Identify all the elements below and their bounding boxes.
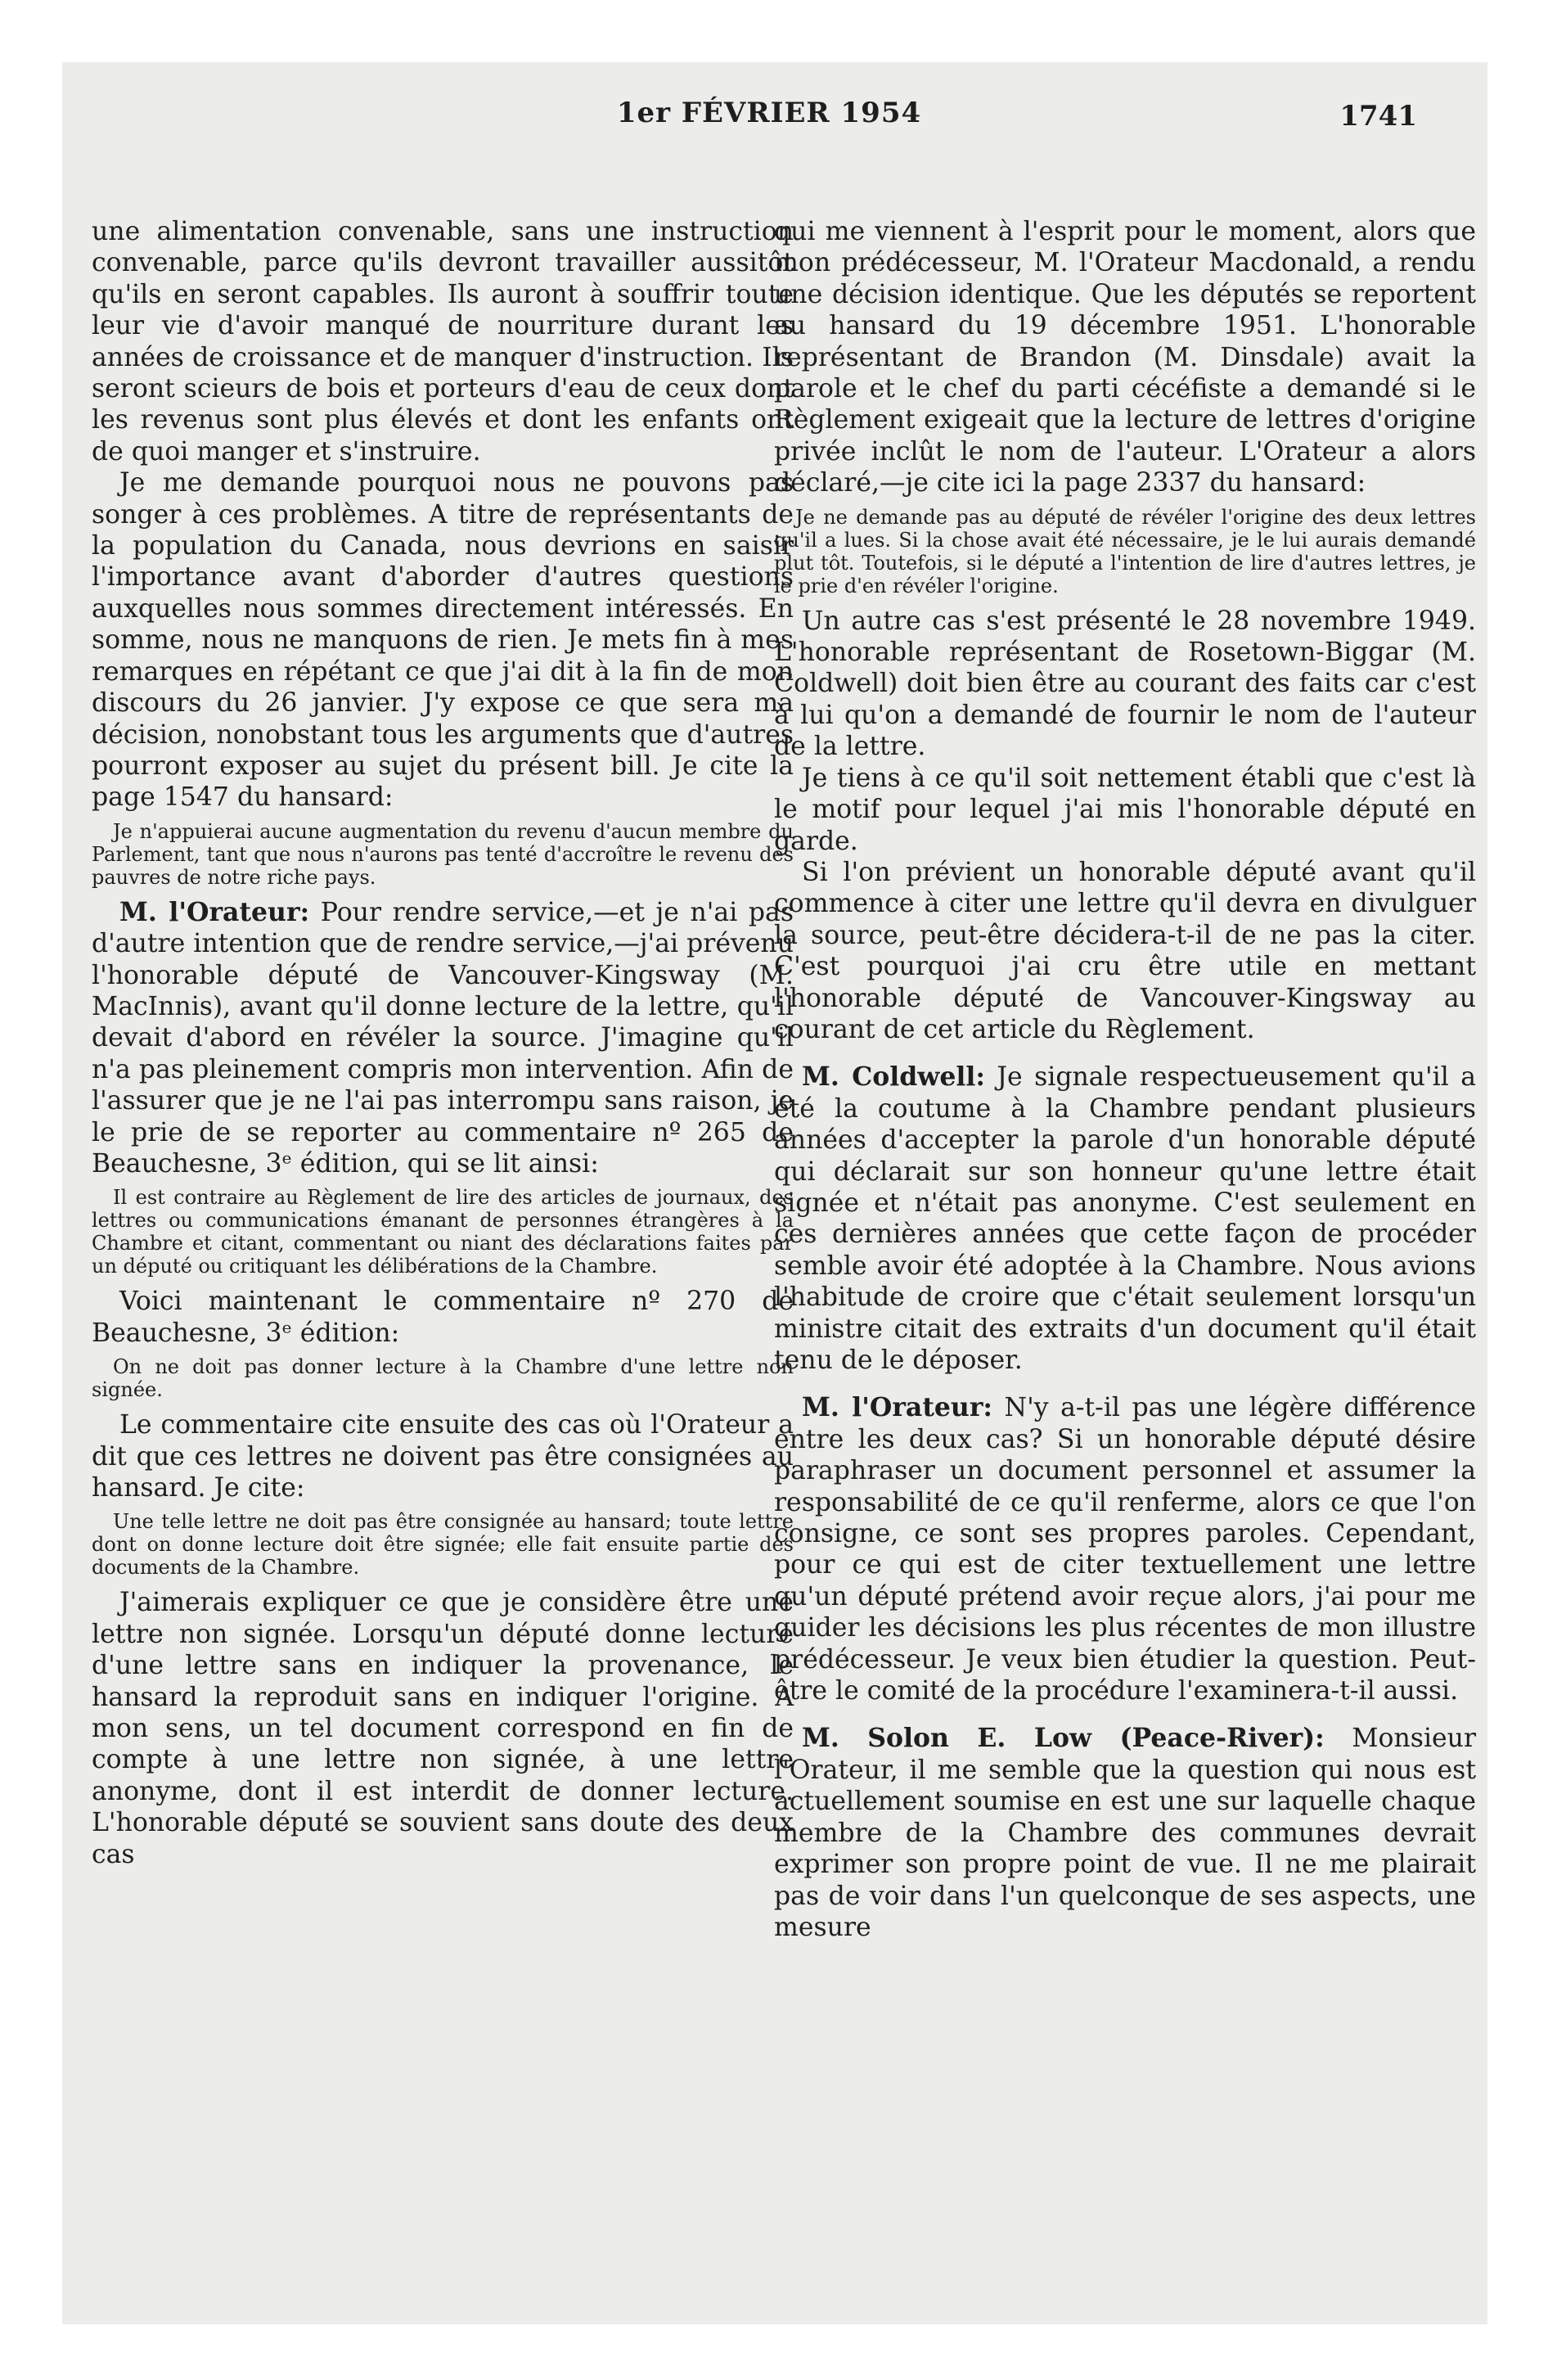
speech-text: Je signale respectueusement qu'il a été la coutume à la Chambre pendant plusieurs années d'accepter la parole d'un honorable député qui déclarait sur son honneur qu'une lettre était signée et n'était pas anonyme. C'est seulement en ces dernières années que cette façon de procéder semble avoir été adoptée à la Chambre. Nous avions l'habitude de croire que c'était seulement lorsqu'un ministre citait des extraits d'un document qu'il était tenu de le déposer. xyxy=(774,1062,1477,1375)
speech-text: Pour rendre service,—et je n'ai pas d'autre intention que de rendre service,—j'ai prévenu l'honorable député de Vancouver-Kingsway (M. MacInnis), avant qu'il donne lecture de la lettre, qu'il devait d'abord en révéler la source. J'imagine qu'il n'a pas pleinement compris mon intervention. Afin de l'assurer que je ne l'ai pas interrompu sans raison, je le prie de se reporter au commentaire nº 265 de Beauchesne, 3ᵉ édition, qui se lit ainsi: xyxy=(92,897,794,1179)
paragraph: qui me viennent à l'esprit pour le moment, alors que mon prédécesseur, M. l'Orateur Macdonald, a rendu une décision identique. Que les députés se reportent au hansard du 19 décembre 1951. L'honorable représentant de Brandon (M. Dinsdale) avait la parole et le chef du parti cécéfiste a demandé si le Règlement exigeait que la lecture de lettres d'origine privée inclût le nom de l'auteur. L'Orateur a alors déclaré,—je cite ici la page 2337 du hansard: xyxy=(774,217,1476,498)
quotation: Une telle lettre ne doit pas être consignée au hansard; toute lettre dont on donne lecture doit être signée; elle fait ensuite partie des documents de la Chambre. xyxy=(92,1510,794,1580)
speech xyxy=(774,1392,1476,1706)
paragraph: Voici maintenant le commentaire nº 270 de Beauchesne, 3ᵉ édition: xyxy=(92,1287,794,1348)
header-date: 1er FÉVRIER 1954 xyxy=(616,97,922,129)
speech xyxy=(92,897,794,1180)
speaker-name: M. Coldwell: xyxy=(802,1062,985,1093)
paragraph: Je me demande pourquoi nous ne pouvons pas songer à ces problèmes. A titre de représentants de la population du Canada, nous devrions en saisir l'importance avant d'aborder d'autres questions auxquelles nous sommes directement intéressés. En somme, nous ne manquons de rien. Je mets fin à mes remarques en répétant ce que j'ai dit à la fin de mon discours du 26 janvier. J'y expose ce que sera ma décision, nonobstant tous les arguments que d'autres pourront exposer au sujet du présent bill. Je cite la page 1547 du hansard: xyxy=(92,468,794,813)
speech xyxy=(774,1062,1476,1376)
paragraph: Si l'on prévient un honorable député avant qu'il commence à citer une lettre qu'il devra en divulguer la source, peut-être décidera-t-il de ne pas la citer. C'est pourquoi j'ai cru être utile en mettant l'honorable député de Vancouver-Kingsway au courant de cet article du Règlement. xyxy=(774,857,1476,1044)
speech-text: N'y a-t-il pas une légère différence entre les deux cas? Si un honorable député désire paraphraser un document personnel et assumer la responsabilité de ce qu'il renferme, alors ce que l'on consigne, ce sont ses propres paroles. Cependant, pour ce qui est de citer textuellement une lettre qu'un député prétend avoir reçue alors, j'ai pour me guider les décisions les plus récentes de mon illustre prédécesseur. Je veux bien étudier la question. Peut-être le comité de la procédure l'examinera-t-il aussi. xyxy=(774,1393,1477,1706)
page-number: 1741 xyxy=(1339,100,1417,133)
page-header xyxy=(540,97,1417,146)
paragraph: Je tiens à ce qu'il soit nettement établi que c'est là le motif pour lequel j'ai mis l'honorable député en garde. xyxy=(774,763,1476,856)
left-column xyxy=(92,216,794,1870)
speech-text: Monsieur l'Orateur, il me semble que la question qui nous est actuellement soumise en est une sur laquelle chaque membre de la Chambre des communes devrait exprimer son propre point de vue. Il ne me plairait pas de voir dans l'un quelconque de ses aspects, une mesure xyxy=(774,1724,1477,1942)
speaker-name: M. l'Orateur: xyxy=(802,1392,993,1423)
quotation: Je n'appuierai aucune augmentation du revenu d'aucun membre du Parlement, tant que nous n'aurons pas tenté d'accroître le revenu des pauvres de notre riche pays. xyxy=(92,819,794,889)
speaker-name: M. l'Orateur: xyxy=(119,896,310,927)
paragraph: Un autre cas s'est présenté le 28 novembre 1949. L'honorable représentant de Rosetown-Biggar (M. Coldwell) doit bien être au courant des faits car c'est à lui qu'on a demandé de fournir le nom de l'auteur de la lettre. xyxy=(774,606,1476,762)
paragraph: J'aimerais expliquer ce que je considère être une lettre non signée. Lorsqu'un député donne lecture d'une lettre sans en indiquer la provenance, le hansard la reproduit sans en indiquer l'origine. A mon sens, un tel document correspond en fin de compte à une lettre non signée, à une lettre anonyme, dont il est interdit de donner lecture. L'honorable député se souvient sans doute des deux cas xyxy=(92,1588,794,1869)
speaker-name: M. Solon E. Low (Peace-River): xyxy=(802,1723,1325,1754)
quotation: On ne doit pas donner lecture à la Chambre d'une lettre non signée. xyxy=(92,1355,794,1402)
speech xyxy=(774,1723,1476,1943)
quotation: Je ne demande pas au député de révéler l'origine des deux lettres qu'il a lues. Si la chose avait été nécessaire, je le lui aurais demandé plut tôt. Toutefois, si le député a l'intention de lire d'autres lettres, je le prie d'en révéler l'origine. xyxy=(774,505,1476,597)
right-column xyxy=(774,216,1476,1943)
quotation: Il est contraire au Règlement de lire des articles de journaux, des lettres ou communications émanant de personnes étrangères à la Chambre et citant, commentant ou niant des déclarations faites par un député ou critiquant les délibérations de la Chambre. xyxy=(92,1186,794,1278)
paragraph: Le commentaire cite ensuite des cas où l'Orateur a dit que ces lettres ne doivent pas être consignées au hansard. Je cite: xyxy=(92,1410,794,1503)
paragraph: une alimentation convenable, sans une instruction convenable, parce qu'ils devront travailler aussitôt qu'ils en seront capables. Ils auront à souffrir toute leur vie d'avoir manqué de nourriture durant les années de croissance et de manquer d'instruction. Ils seront scieurs de bois et porteurs d'eau de ceux dont les revenus sont plus élevés et dont les enfants ont de quoi manger et s'instruire. xyxy=(92,217,794,467)
